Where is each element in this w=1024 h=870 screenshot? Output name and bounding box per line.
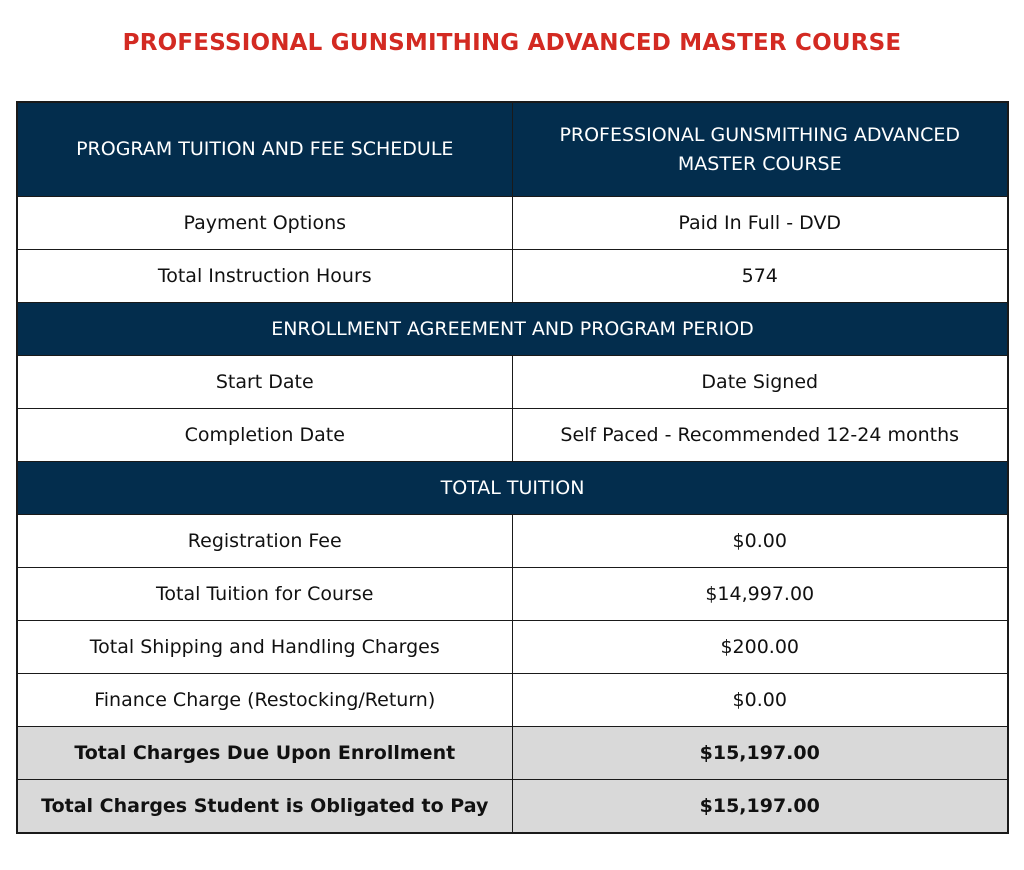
table-row [17,568,1008,621]
row-label: Registration Fee [17,515,512,568]
table-row [17,409,1008,462]
header-left-cell: PROGRAM TUITION AND FEE SCHEDULE [17,102,512,197]
row-value: $0.00 [512,674,1008,727]
table-row [17,197,1008,250]
tuition-fee-table [16,101,1009,834]
section-header-row [17,303,1008,356]
header-right-cell: PROFESSIONAL GUNSMITHING ADVANCED MASTER COURSE [512,102,1008,197]
total-label: Total Charges Student is Obligated to Pay [17,780,512,834]
row-value: $0.00 [512,515,1008,568]
total-row [17,780,1008,834]
row-label: Total Tuition for Course [17,568,512,621]
table-row [17,621,1008,674]
row-value: $200.00 [512,621,1008,674]
row-label: Start Date [17,356,512,409]
row-value: Date Signed [512,356,1008,409]
row-value: Paid In Full - DVD [512,197,1008,250]
table-row [17,515,1008,568]
table-row [17,250,1008,303]
total-value: $15,197.00 [512,780,1008,834]
row-label: Finance Charge (Restocking/Return) [17,674,512,727]
total-value: $15,197.00 [512,727,1008,780]
row-label: Payment Options [17,197,512,250]
row-value: Self Paced - Recommended 12-24 months [512,409,1008,462]
row-value: 574 [512,250,1008,303]
table-row [17,674,1008,727]
section-title-enrollment: ENROLLMENT AGREEMENT AND PROGRAM PERIOD [17,303,1008,356]
row-value: $14,997.00 [512,568,1008,621]
row-label: Completion Date [17,409,512,462]
table-row [17,356,1008,409]
page-title: PROFESSIONAL GUNSMITHING ADVANCED MASTER COURSE [122,30,902,56]
total-label: Total Charges Due Upon Enrollment [17,727,512,780]
row-label: Total Instruction Hours [17,250,512,303]
row-label: Total Shipping and Handling Charges [17,621,512,674]
section-header-row [17,462,1008,515]
section-title-tuition: TOTAL TUITION [17,462,1008,515]
total-row [17,727,1008,780]
table-header-row [17,102,1008,197]
